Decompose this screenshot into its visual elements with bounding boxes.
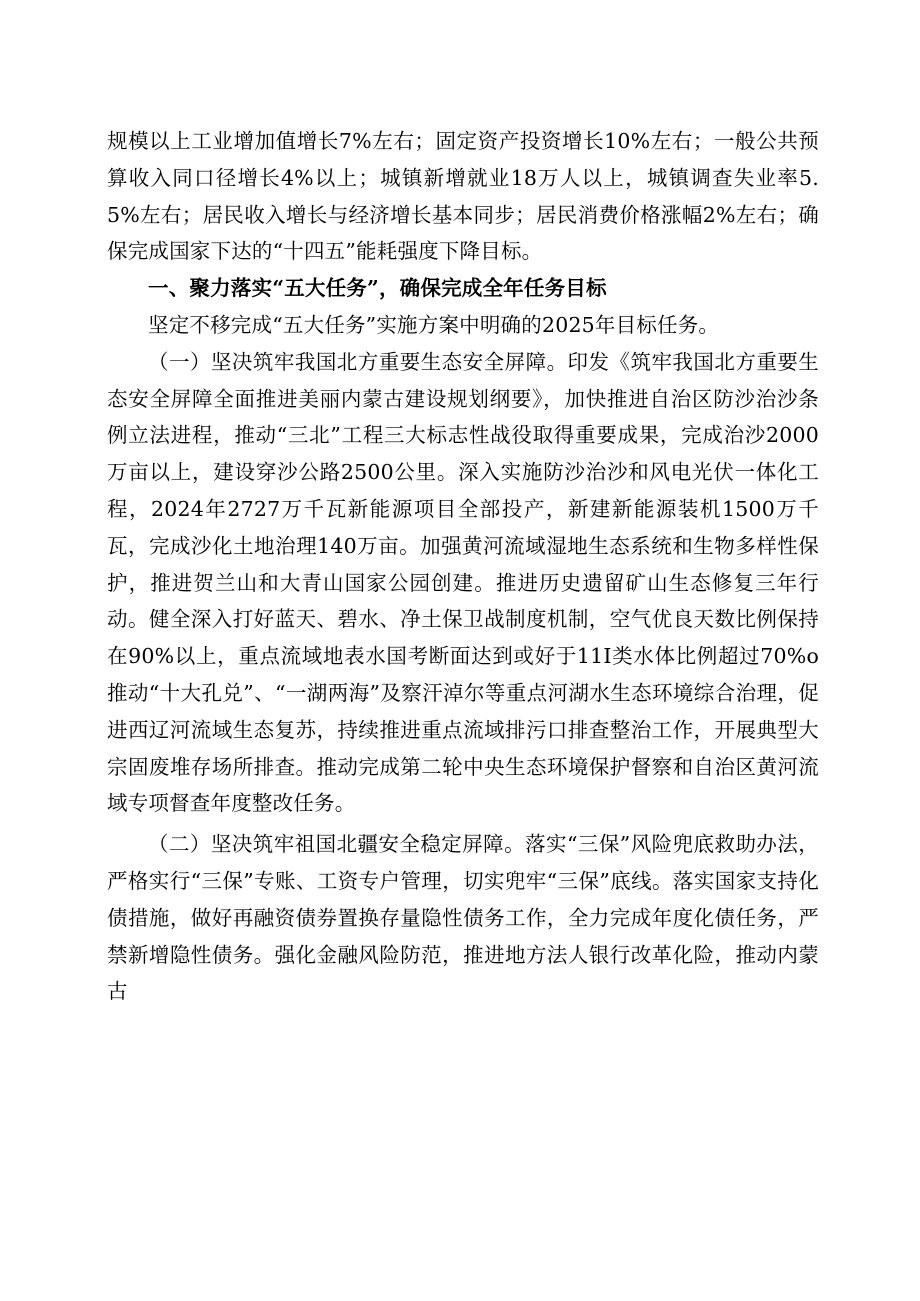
- item-two-paragraph: （二）坚决筑牢祖国北疆安全稳定屏障。落实“三保”风险兜底救助办法，严格实行“三保”专账、工资专户管理，切实兜牢“三保”底线。落实国家支持化债措施，做好再融资债券置换存量隐性债务工作，全力完成年度化债任务，严禁新增隐性债务。强化金融风险防范，推进地方法人银行改革化险，推动内蒙古: [107, 832, 819, 1004]
- section-one-heading: 一、聚力落实“五大任务”，确保完成全年任务目标: [148, 276, 607, 301]
- document-page: [107, 123, 819, 1010]
- intro-paragraph: 规模以上工业增加值增长7%左右；固定资产投资增长10%左右；一般公共预算收入同口径增长4%以上；城镇新增就业18万人以上，城镇调查失业率5.5%左右；居民收入增长与经济增长基本同步；居民消费价格涨幅2%左右；确保完成国家下达的“十四五”能耗强度下降目标。: [107, 129, 819, 264]
- item-one-paragraph: （一）坚决筑牢我国北方重要生态安全屏障。印发《筑牢我国北方重要生态安全屏障全面推进美丽内蒙古建设规划纲要》，加快推进自治区防沙治沙条例立法进程，推动“三北”工程三大标志性战役取得重要成果，完成治沙2000万亩以上，建设穿沙公路2500公里。深入实施防沙治沙和风电光伏一体化工程，2024年2727万千瓦新能源项目全部投产，新建新能源装机1500万千瓦，完成沙化土地治理140万亩。加强黄河流域湿地生态系统和生物多样性保护，推进贺兰山和大青山国家公园创建。推进历史遗留矿山生态修复三年行动。健全深入打好蓝天、碧水、净土保卫战制度机制，空气优良天数比例保持在90%以上，重点流域地表水国考断面达到或好于11I类水体比例超过70%o推动“十大孔兑”、“一湖两海”及察汗淖尔等重点河湖水生态环境综合治理，促进西辽河流域生态复苏，持续推进重点流域排污口排查整治工作，开展典型大宗固废堆存场所排查。推动完成第二轮中央生态环境保护督察和自治区黄河流域专项督查年度整改任务。: [107, 349, 819, 816]
- section-one-intro-paragraph: 坚定不移完成“五大任务”实施方案中明确的2025年目标任务。: [148, 312, 720, 337]
